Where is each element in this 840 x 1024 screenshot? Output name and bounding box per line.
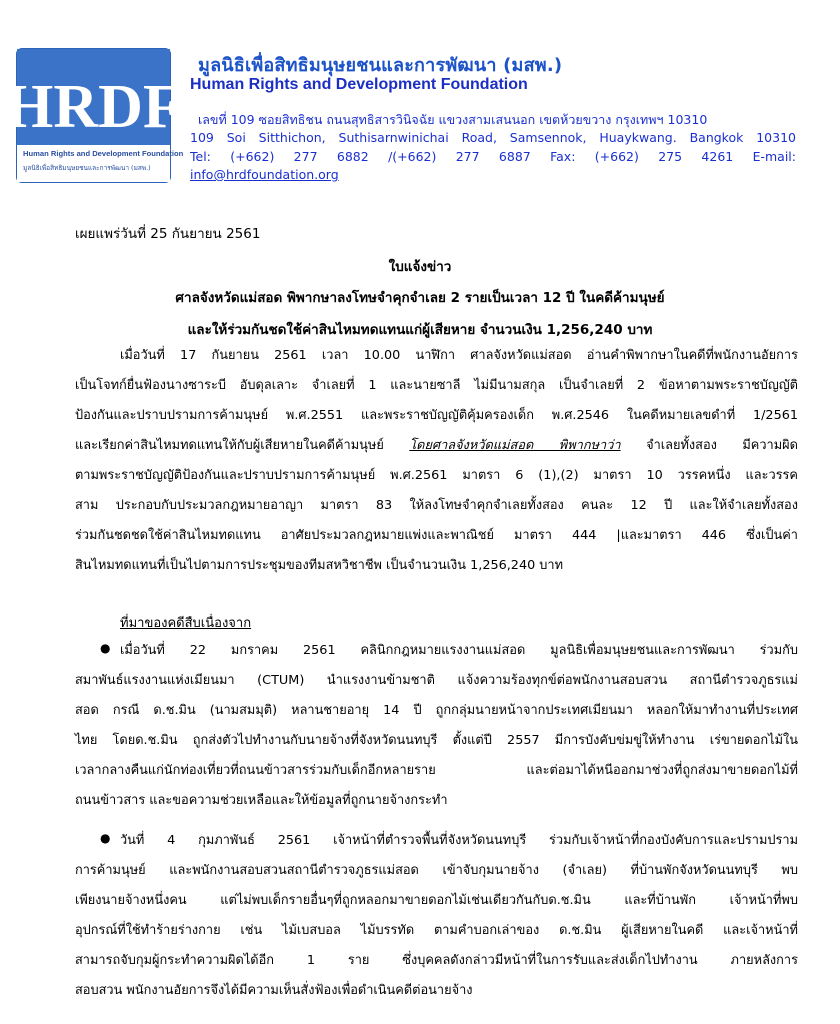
paragraph-line-4 [75, 431, 798, 461]
publish-date: เผยแพร่วันที่ 25 กันยายน 2561 [75, 226, 261, 242]
bullet-line: เพียงนายจ้างหนึ่งคน แต่ไม่พบเด็กรายอื่นๆที่ถูกหลอกมาขายดอกไม้เช่นเดียวกันกับด.ช.มิน และที่บ้านพัก เจ้าหน้าที่พบ [75, 893, 798, 908]
paragraph-line: เมื่อวันที่ 17 กันยายน 2561 เวลา 10.00 นาฬิกา ศาลจังหวัดแม่สอด อ่านคำพิพากษาในคดีที่พนักงานอัยการ [120, 348, 798, 363]
bullet-icon: ● [100, 831, 111, 845]
org-name-thai: มูลนิธิเพื่อสิทธิมนุษยชนและการพัฒนา (มสพ.) [198, 55, 563, 76]
bullet-line: ถนนข้าวสาร และขอความช่วยเหลือและให้ข้อมูลที่ถูกนายจ้างกระทำ [75, 793, 448, 808]
contact-line: Tel: (+662) 277 6882 /(+662) 277 6887 Fax: (+662) 275 4261 E-mail: [190, 149, 796, 164]
paragraph-line: เป็นโจทก์ยื่นฟ้องนางซาระบี อับดุลเลาะ จำเลยที่ 1 และนายซาลี ไม่มีนามสกุล เป็นจำเลยที่ 2 ข้อหาตามพระราชบัญญัติ [75, 378, 798, 393]
bullet-line: วันที่ 4 กุมภาพันธ์ 2561 เจ้าหน้าที่ตำรวจพื้นที่จังหวัดนนทบุรี ร่วมกับเจ้าหน้าที่กองบังคับการและปรามปราม [120, 833, 798, 848]
letterhead [0, 0, 840, 200]
org-name-english: Human Rights and Development Foundation [190, 76, 528, 93]
logo-caption-th: มูลนิธิเพื่อสิทธิมนุษยชนและการพัฒนา (มสพ.) [23, 164, 151, 172]
background-heading: ที่มาของคดีสืบเนื่องจาก [120, 616, 252, 631]
hrdf-logo [5, 48, 184, 183]
bullet-item-1 [75, 636, 798, 816]
court-ruling-underline: โดยศาลจังหวัดแม่สอด พิพากษาว่า [409, 438, 621, 453]
logo-caption-en: Human Rights and Development Foundation [23, 149, 184, 158]
paragraph-line: ตามพระราชบัญญัติป้องกันและปราบปรามการค้ามนุษย์ พ.ศ.2561 มาตรา 6 (1),(2) มาตรา 10 วรรคหนึ่ง และวรรค [75, 468, 798, 483]
bullet-item-2 [75, 826, 798, 1006]
logo-text: HRDF [5, 73, 181, 141]
paragraph-line: สาม ประกอบกับประมวลกฎหมายอาญา มาตรา 83 ให้ลงโทษจำคุกจำเลยทั้งสอง คนละ 12 ปี และให้จำเลยทั้งสอง [75, 498, 798, 513]
bullet-line: สามารถจับกุมผู้กระทำความผิดได้อีก 1 ราย ซึ่งบุคคลดังกล่าวมีหน้าที่ในการรับและส่งเด็กไปทำงาน ภายหลังการ [75, 953, 798, 968]
address-thai: เลขที่ 109 ซอยสิทธิชน ถนนสุทธิสารวินิจฉัย แขวงสามเสนนอก เขตห้วยขวาง กรุงเทพฯ 10310 [198, 112, 708, 127]
paragraph-line: สินไหมทดแทนที่เป็นไปตามการประชุมของทีมสหวิชาชีพ เป็นจำนวนเงิน 1,256,240 บาท [75, 558, 564, 573]
bullet-line: การค้ามนุษย์ และพนักงานสอบสวนสถานีตำรวจภูธรแม่สอด เข้าจับกุมนายจ้าง (จำเลย) ที่บ้านพักจังหวัดนนทบุรี พบ [75, 863, 798, 878]
paragraph-line: ป้องกันและปราบปรามการค้ามนุษย์ พ.ศ.2551 และพระราชบัญญัติคุ้มครองเด็ก พ.ศ.2546 ในคดีหมายเลขดำที่ 1/2561 [75, 408, 798, 423]
doc-headline-2: และให้ร่วมกันชดใช้ค่าสินไหมทดแทนแก่ผู้เสียหาย จำนวนเงิน 1,256,240 บาท [187, 322, 653, 338]
hrdf-logo-graphic [5, 49, 184, 182]
bullet-line: เมื่อวันที่ 22 มกราคม 2561 คลินิกกฎหมายแรงงานแม่สอด มูลนิธิเพื่อมนุษยชนและการพัฒนา ร่วมกับ [120, 643, 798, 658]
line-segment: จำเลยทั้งสอง มีความผิด [620, 438, 798, 453]
bullet-line: อุปกรณ์ที่ใช้ทำร้ายร่างกาย เช่น ไม้เบสบอล ไม้บรรทัด ตามคำบอกเล่าของ ด.ช.มิน ผู้เสียหายในคดี และเจ้าหน้าที่ [75, 923, 798, 938]
line-segment: และเรียกค่าสินไหมทดแทนให้กับผู้เสียหายในคดีค้ามนุษย์ [75, 438, 410, 453]
bullet-line: ไทย โดยด.ช.มิน ถูกส่งตัวไปทำงานกับนายจ้างที่จังหวัดนนทบุรี ตั้งแต่ปี 2557 มีการบังคับข่มขู่ให้ทำงาน เร่ขายดอกไม้ใน [75, 733, 798, 748]
bullet-line: สมาพันธ์แรงงานแห่งเมียนมา (CTUM) นำแรงงานข้ามชาติ แจ้งความร้องทุกข์ต่อพนักงานสอบสวน สถานีตำรวจภูธรแม่ [75, 673, 798, 688]
paragraph-verdict [75, 341, 798, 581]
bullet-line: เวลากลางคืนแก่นักท่องเที่ยวที่ถนนข้าวสารร่วมกับเด็กอีกหลายราย และต่อมาได้หนีออกมาช่วงที่ถูกส่งมาขายดอกไม้ที่ [75, 763, 798, 778]
bullet-line: สอด กรณี ด.ช.มิน (นามสมมุติ) หลานชายอายุ 14 ปี ถูกกลุ่มนายหน้าจากประเทศเมียนมา หลอกให้มาทำงานที่ประเทศ [75, 703, 798, 718]
bullet-icon: ● [100, 641, 111, 655]
email-link[interactable]: info@hrdfoundation.org [190, 167, 339, 182]
doc-headline-1: ศาลจังหวัดแม่สอด พิพากษาลงโทษจำคุกจำเลย 2 รายเป็นเวลา 12 ปี ในคดีค้ามนุษย์ [175, 290, 665, 306]
address-english: 109 Soi Sitthichon, Suthisarnwinichai Road, Samsennok, Huaykwang. Bangkok 10310 [190, 130, 796, 145]
doc-title: ใบแจ้งข่าว [388, 259, 452, 275]
bullet-line: สอบสวน พนักงานอัยการจึงได้มีความเห็นสั่งฟ้องเพื่อดำเนินคดีต่อนายจ้าง [75, 983, 473, 998]
paragraph-line: ร่วมกันชดชดใช้ค่าสินไหมทดแทน อาศัยประมวลกฎหมายแพ่งและพาณิชย์ มาตรา 444 |และมาตรา 446 ซึ่งเป็นค่า [75, 528, 798, 543]
